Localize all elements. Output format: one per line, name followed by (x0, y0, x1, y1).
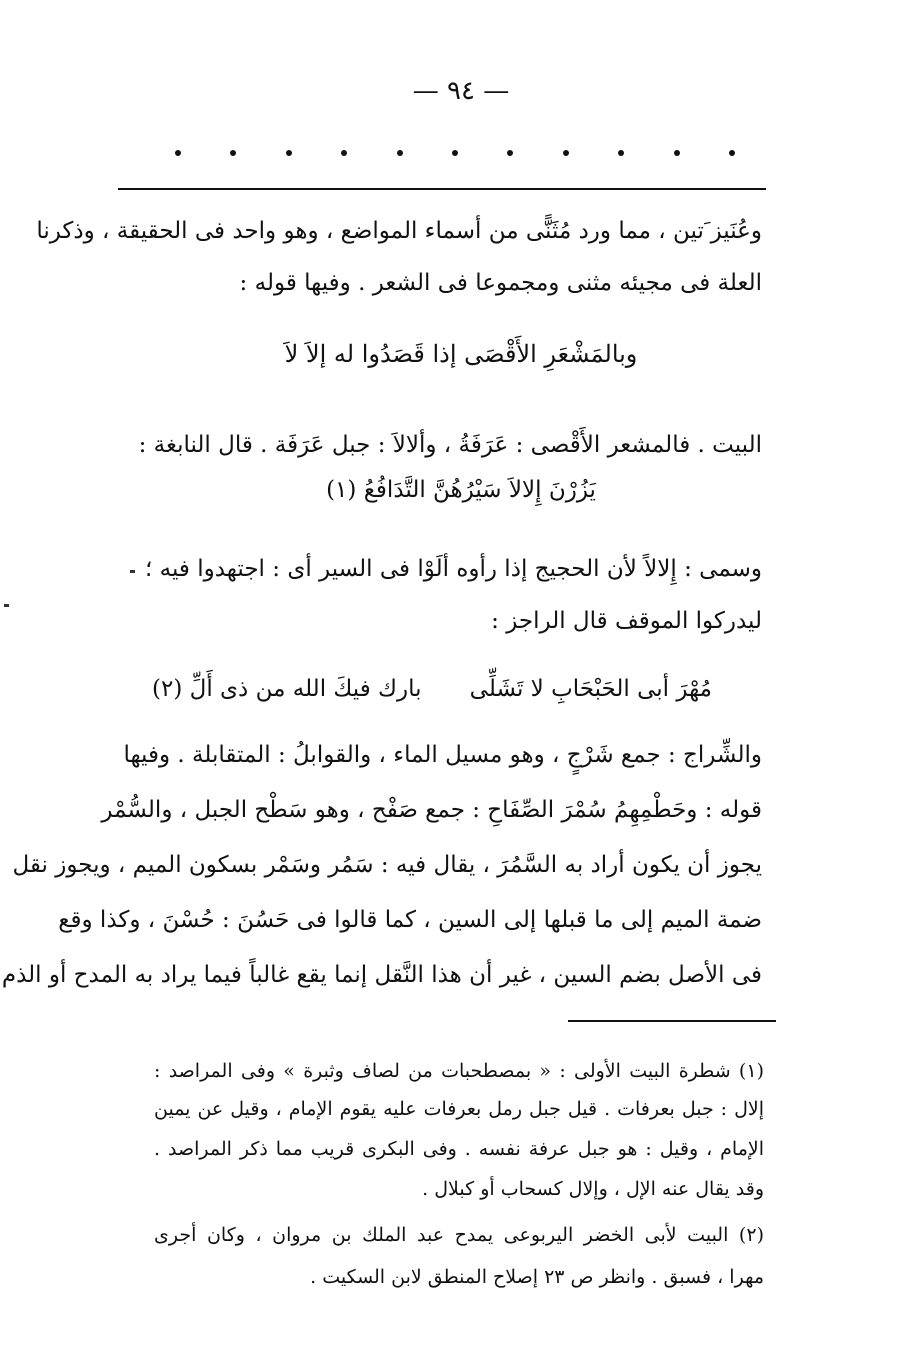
dot-ornament (729, 150, 735, 156)
body-line: البيت . فالمشعر الأَقْصى : عَرَفَةُ ، وألالاَ : جبل عَرَفَة . قال النابغة : (138, 432, 762, 458)
dot-ornament (341, 150, 347, 156)
scan-mark (4, 604, 9, 607)
dot-ornament (175, 150, 181, 156)
footnote-line: مهرا ، فسبق . وانظر ص ٢٣ إصلاح المنطق لابن السكيت . (310, 1266, 764, 1288)
dot-ornament (618, 150, 624, 156)
dot-ornament (286, 150, 292, 156)
footnote-line: إلال : جبل بعرفات . قيل جبل رمل بعرفات عليه يقوم الإمام ، وقيل عن يمين (154, 1098, 764, 1120)
verse-hemistich-left: بارك فيكَ الله من ذى أَلِّ (٢) (152, 676, 422, 702)
body-line: والشِّراج : جمع شَرْجٍ ، وهو مسيل الماء ، والقوابلُ : المتقابلة . وفيها (123, 742, 762, 768)
dot-ornament (674, 150, 680, 156)
dot-ornament (397, 150, 403, 156)
body-line: وسمى : إِلالاً لأن الحجيج إذا رأوه ألَوْا فى السير أى : اجتهدوا فيه ؛ (145, 556, 762, 582)
body-line: ضمة الميم إلى ما قبلها إلى السين ، كما قالوا فى حَسُنَ : حُسْنَ ، وكذا وقع (58, 907, 762, 933)
body-line: وعُنَيز َتين ، مما ورد مُثَنًّى من أسماء المواضع ، وهو واحد فى الحقيقة ، وذكرنا (36, 218, 762, 244)
verse-hemistich-right: مُهْرَ أبى الحَبْحَابِ لا تَشَلِّى (469, 676, 712, 702)
dot-ornament (563, 150, 569, 156)
dot-ornament (230, 150, 236, 156)
verse-line: يَزُرْنَ إِلالاَ سَيْرُهُنَّ التَّدَافُعُ (١) (326, 477, 596, 503)
footnote-separator (568, 1020, 776, 1022)
footnote-line: (١) شطرة البيت الأولى : « بمصطحبات من لصاف وثبرة » وفى المراصد : (154, 1060, 764, 1082)
ornamental-dot-row (175, 150, 735, 156)
footnote-line: (٢) البيت لأبى الخضر اليربوعى يمدح عبد الملك بن مروان ، وكان أجرى (154, 1224, 764, 1246)
header-rule (118, 188, 766, 190)
body-line: العلة فى مجيئه مثنى ومجموعا فى الشعر . وفيها قوله : (239, 270, 762, 296)
verse-line: وبالمَشْعَرِ الأَقْصَى إذا قَصَدُوا له إلاَ لاَ (284, 340, 638, 368)
body-line: يجوز أن يكون أراد به السَّمُرَ ، يقال فيه : سَمُر وسَمْر بسكون الميم ، ويجوز نقل (12, 852, 762, 878)
dot-ornament (507, 150, 513, 156)
scan-mark (130, 570, 135, 573)
body-line: قوله : وحَطْمِهِمُ سُمْرَ الصِّفَاحِ : جمع صَفْح ، وهو سَطْح الجبل ، والسُّمْر (101, 797, 762, 823)
footnote-line: وقد يقال عنه الإل ، وإلال كسحاب أو كبلال . (422, 1178, 764, 1200)
body-line: فى الأصل بضم السين ، غير أن هذا النَّقل إنما يقع غالباً فيما يراد به المدح أو الذم (1, 962, 762, 988)
dot-ornament (452, 150, 458, 156)
page-number: — ٩٤ — (412, 76, 510, 106)
body-line: ليدركوا الموقف قال الراجز : (491, 608, 762, 634)
footnote-line: الإمام ، وقيل : هو جبل عرفة نفسه . وفى البكرى قريب مما ذكر المراصد . (154, 1138, 764, 1160)
